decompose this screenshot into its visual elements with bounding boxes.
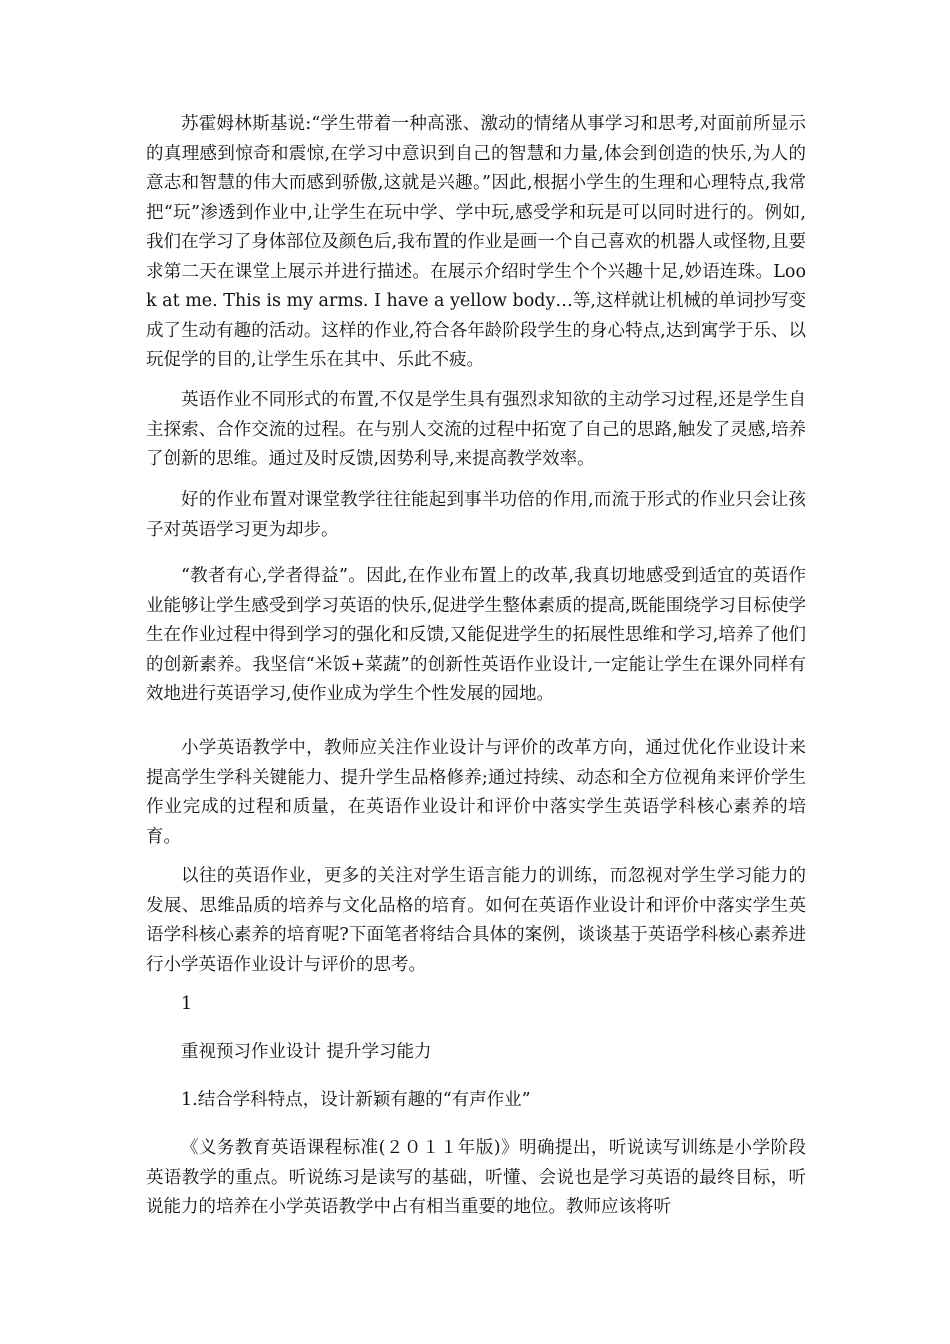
- paragraph-interest: 苏霍姆林斯基说:“学生带着一种高涨、激动的情绪从事学习和思考,对面前所显示的真理感到惊奇和震惊,在学习中意识到自己的智慧和力量,体会到创造的快乐,为人的意志和智慧的伟大而感到骄傲,这就是兴趣。”因此,根据小学生的生理和心理特点,我常把“玩”渗透到作业中,让学生在玩中学、学中玩,感受学和玩是可以同时进行的。例如,我们在学习了身体部位及颜色后,我布置的作业是画一个自己喜欢的机器人或怪物,且要求第二天在课堂上展示并进行描述。在展示介绍时学生个个兴趣十足,妙语连珠。Look at me. This is my arms. I have a yellow body…等,这样就让机械的单词抄写变成了生动有趣的活动。这样的作业,符合各年龄阶段学生的身心特点,达到寓学于乐、以玩促学的目的,让学生乐在其中、乐此不疲。: [146, 114, 806, 370]
- paragraph-teacher-heart: “教者有心,学者得益”。因此,在作业布置上的改革,我真切地感受到适宜的英语作业能够让学生感受到学习英语的快乐,促进学生整体素质的提高,既能围绕学习目标使学生在作业过程中得到学习的强化和反馈,又能促进学生的拓展性思维和学习,培养了他们的创新素养。我坚信“米饭+菜蔬”的创新性英语作业设计,一定能让学生在课外同样有效地进行英语学习,使作业成为学生个性发展的园地。: [146, 566, 806, 704]
- paragraph-good-homework: 好的作业布置对课堂教学往往能起到事半功倍的作用,而流于形式的作业只会让孩子对英语学习更为却步。: [146, 490, 806, 540]
- subsection-title: 1.结合学科特点，设计新颖有趣的“有声作业”: [181, 1090, 531, 1110]
- paragraph-homework-forms: 英语作业不同形式的布置,不仅是学生具有强烈求知欲的主动学习过程,还是学生自主探索、合作交流的过程。在与别人交流的过程中拓宽了自己的思路,触发了灵感,培养了创新的思维。通过及时反馈,因势利导,来提高教学效率。: [146, 390, 806, 469]
- section-title: 重视预习作业设计 提升学习能力: [181, 1042, 432, 1062]
- section-number: 1: [181, 994, 193, 1014]
- paragraph-curriculum-standard: 《义务教育英语课程标准(２０１１年版)》明确提出，听说读写训练是小学阶段英语教学的重点。听说练习是读写的基础，听懂、会说也是学习英语的最终目标，听说能力的培养在小学英语教学中占有相当重要的地位。教师应该将听: [146, 1138, 806, 1217]
- paragraph-past-homework: 以往的英语作业，更多的关注对学生语言能力的训练，而忽视对学生学习能力的发展、思维品质的培养与文化品格的培育。如何在英语作业设计和评价中落实学生英语学科核心素养的培育呢?下面笔者将结合具体的案例，谈谈基于英语学科核心素养进行小学英语作业设计与评价的思考。: [146, 866, 806, 975]
- paragraph-primary-english: 小学英语教学中，教师应关注作业设计与评价的改革方向，通过优化作业设计来提高学生学科关键能力、提升学生品格修养;通过持续、动态和全方位视角来评价学生作业完成的过程和质量，在英语作业设计和评价中落实学生英语学科核心素养的培育。: [146, 738, 806, 847]
